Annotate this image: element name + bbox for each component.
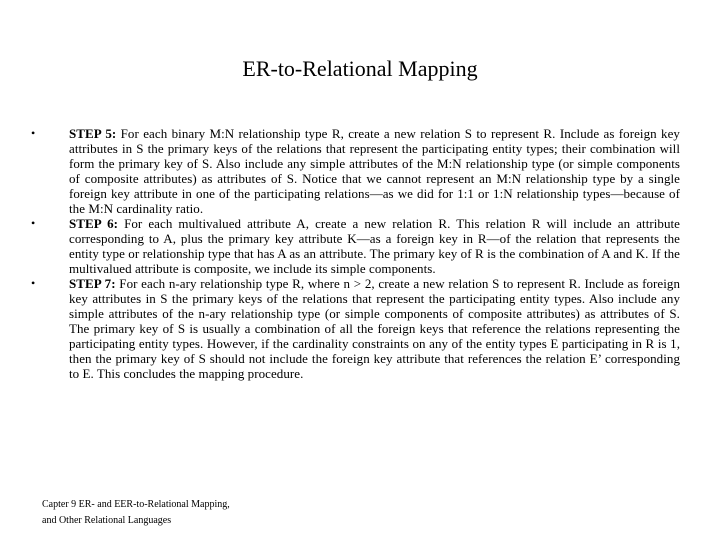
step-label: STEP 5:	[69, 126, 121, 141]
step-text: For each n-ary relationship type R, where n > 2, create a new relation S to represent R. Include as foreign key attributes in S the primary keys of the relations that represent the participating entity types. Also include any simple attributes of the n-ary relationship type (or simple components of composite attributes) as attributes of S. The primary key of S is usually a combination of all the foreign keys that reference the relations representing the participating entity types. However, if the cardinality constraints on any of the entity types E participating in R is 1, then the primary key of S should not include the foreign key attribute that references the relation E’ corresponding to E. This concludes the mapping procedure.	[69, 276, 680, 381]
bullet-dot-icon: •	[31, 216, 36, 230]
footer-line-1: Capter 9 ER- and EER-to-Relational Mapping,	[42, 499, 230, 510]
bullet-step-6	[0, 216, 680, 276]
slide-title: ER-to-Relational Mapping	[242, 56, 478, 81]
bullet-step-7	[0, 276, 680, 381]
footer-line-2: and Other Relational Languages	[42, 515, 172, 526]
bullet-dot-icon: •	[31, 276, 36, 290]
bullet-dot-icon: •	[31, 126, 36, 140]
step-label: STEP 6:	[69, 216, 125, 231]
step-label: STEP 7:	[69, 276, 120, 291]
slide-footer	[42, 497, 342, 529]
bullet-list	[0, 126, 720, 381]
step-text: For each multivalued attribute A, create a new relation R. This relation R will include an attribute corresponding to A, plus the primary key attribute K—as a foreign key in R—of the relation that represents the entity type or relationship type that has A as an attribute. The primary key of R is the combination of A and K. If the multivalued attribute is composite, we include its simple components.	[69, 216, 681, 276]
step-text: For each binary M:N relationship type R, create a new relation S to represent R. Include as foreign key attributes in S the primary keys of the relations that represent the participating entity types; their combination will form the primary key of S. Also include any simple attributes of the M:N relationship type (or simple components of composite attributes) as attributes of S. Notice that we cannot represent an M:N relationship type by a single foreign key attribute in one of the participating relations—as we did for 1:1 or 1:N relationship types—because of the M:N cardinality ratio.	[69, 126, 680, 216]
bullet-step-5	[0, 126, 680, 216]
